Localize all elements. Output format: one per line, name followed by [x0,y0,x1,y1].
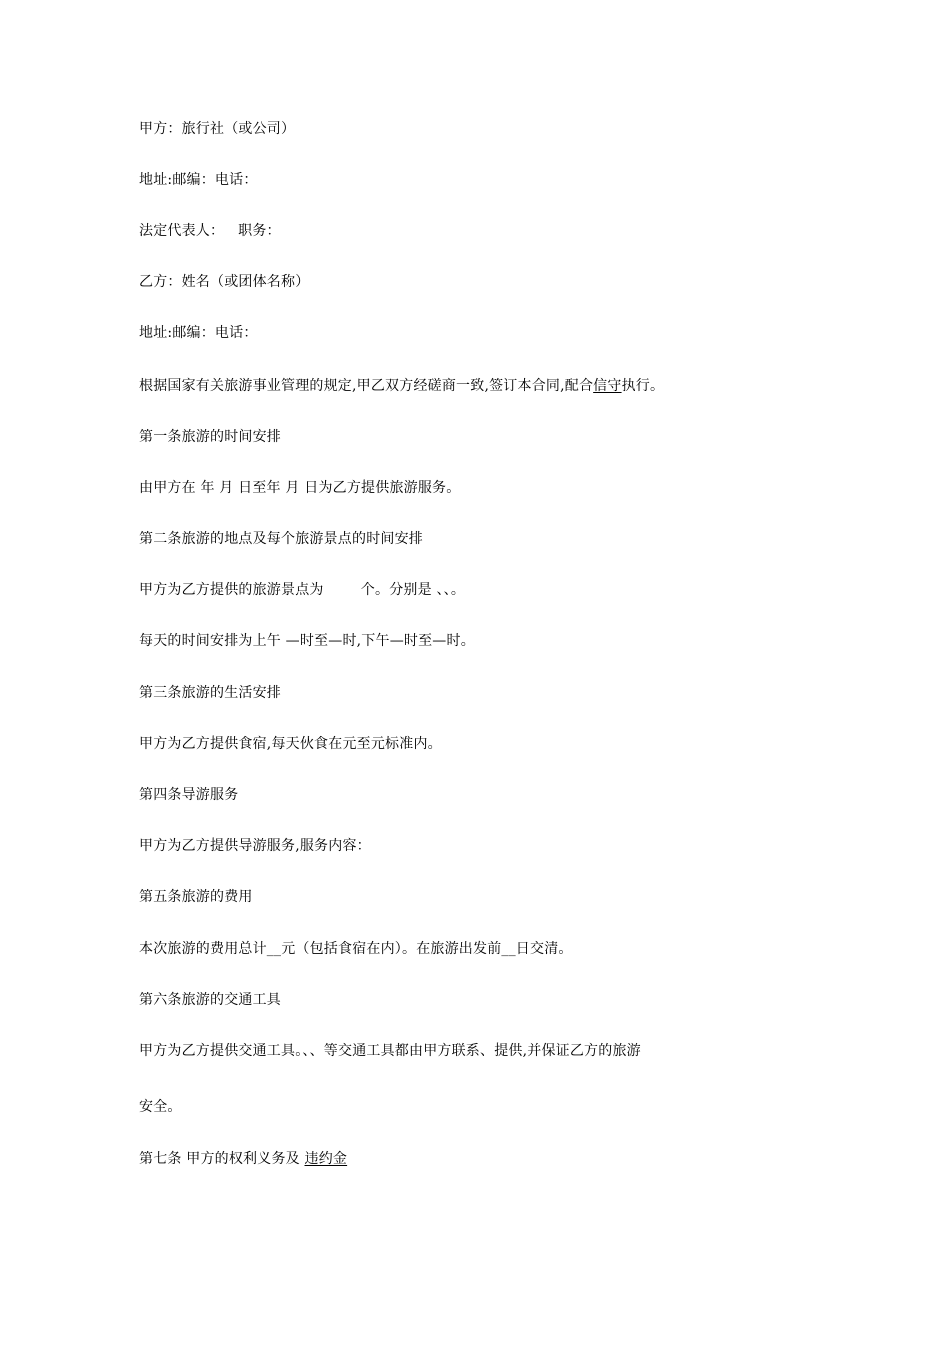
article-1-text: 由甲方在 年 月 日至年 月 日为乙方提供旅游服务。 [139,480,461,496]
preamble-tail: 执行。 [621,378,665,394]
article-2-text-2: 每天的时间安排为上午 —时至—时,下午—时至—时。 [139,633,475,649]
legal-representative-line: 法定代表人： 职务： [139,223,281,239]
article-4-text: 甲方为乙方提供导游服务,服务内容： [139,838,371,854]
preamble-line [139,377,664,395]
party-a-address-line: 地址:邮编：电话： [139,172,258,188]
party-b-address-line: 地址:邮编：电话： [139,325,258,341]
article-7-heading-text: 第七条 甲方的权利义务及 [139,1151,305,1167]
penalty-link[interactable]: 违约金 [304,1151,348,1167]
party-a-line: 甲方：旅行社（或公司） [139,121,296,137]
preamble-text: 根据国家有关旅游事业管理的规定,甲乙双方经磋商一致,签订本合同,配合 [139,378,594,394]
article-5-heading: 第五条旅游的费用 [139,889,253,905]
party-b-line: 乙方：姓名（或团体名称） [139,274,310,290]
article-6-heading: 第六条旅游的交通工具 [139,992,281,1008]
article-2-heading: 第二条旅游的地点及每个旅游景点的时间安排 [139,531,423,547]
article-5-text: 本次旅游的费用总计__元（包括食宿在内）。在旅游出发前__日交清。 [139,941,573,957]
article-6-text: 甲方为乙方提供交通工具。、、等交通工具都由甲方联系、提供,并保证乙方的旅游 [139,1043,641,1059]
article-3-text: 甲方为乙方提供食宿,每天伙食在元至元标准内。 [139,736,442,752]
keep-faith-link[interactable]: 信守 [593,378,622,394]
article-2-text-1: 甲方为乙方提供的旅游景点为 个。分别是 、、。 [139,582,466,598]
article-7-heading [139,1150,347,1168]
article-4-heading: 第四条导游服务 [139,787,239,803]
article-3-heading: 第三条旅游的生活安排 [139,685,281,701]
article-6-text-cont: 安全。 [139,1099,182,1115]
article-1-heading: 第一条旅游的时间安排 [139,429,281,445]
